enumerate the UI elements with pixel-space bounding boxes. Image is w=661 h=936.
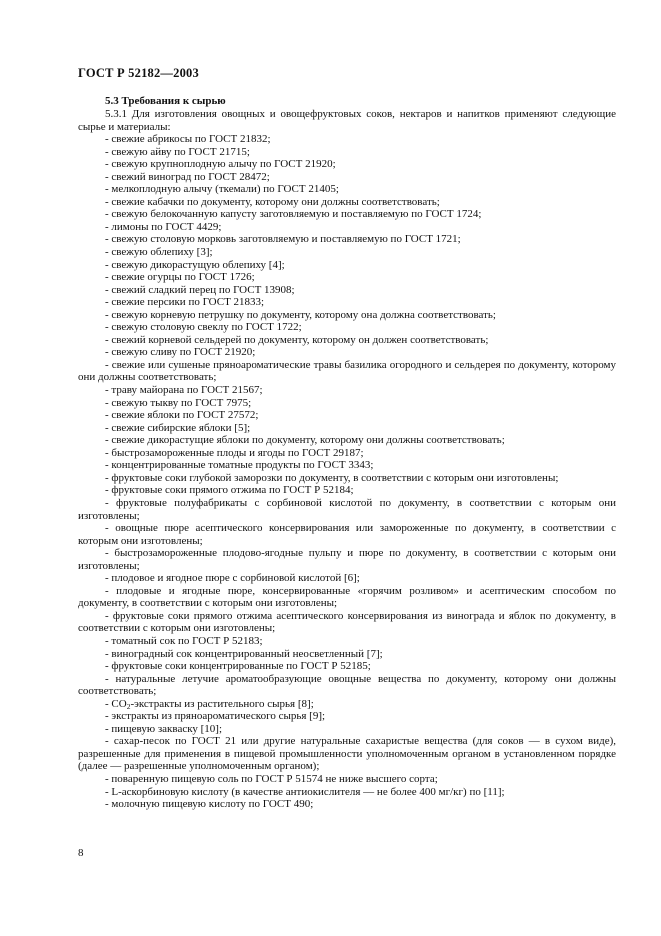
- list-item: - свежий виноград по ГОСТ 28472;: [105, 170, 270, 183]
- list-item: - свежую айву по ГОСТ 21715;: [105, 145, 250, 158]
- list-item: - концентрированные томатные продукты по ГОСТ 3343;: [105, 459, 374, 472]
- list-item: - свежие кабачки по документу, которому они должны соответствовать;: [105, 195, 440, 208]
- list-item: - свежую тыкву по ГОСТ 7975;: [105, 396, 252, 409]
- list-paragraph: - фруктовые соки глубокой заморозки по документу, в соответствии с которым они изготовлены;: [105, 471, 559, 484]
- section-title: 5.3 Требования к сырью: [105, 95, 226, 107]
- list-item: - траву майорана по ГОСТ 21567;: [105, 384, 263, 397]
- list-paragraph: - овощные пюре асептического консервирования или замороженные по документу, в соответствии с которым они изготовлены;: [78, 522, 616, 547]
- list-item: - L-аскорбиновую кислоту (в качестве антиокислителя — не более 400 мг/кг) по [11];: [105, 785, 505, 798]
- list-item: - поваренную пищевую соль по ГОСТ Р 51574 не ниже высшего сорта;: [105, 772, 438, 785]
- list-paragraph: - сахар-песок по ГОСТ 21 или другие натуральные сахаристые вещества (для соков — в сухом виде), разрешенные для применения в пищевой промышленности уполномоченным органом в установленном порядке (далее — разрешенные уполномоченным органом);: [78, 735, 616, 773]
- list-item: - экстракты из пряноароматического сырья [9];: [105, 710, 326, 723]
- intro-paragraph: 5.3.1 Для изготовления овощных и овощефруктовых соков, нектаров и напитков применяют следующие сырье и материалы:: [78, 108, 616, 133]
- list-paragraph: - фруктовые полуфабрикаты с сорбиновой кислотой по документу, в соответствии с которым они изготовлены;: [78, 496, 616, 522]
- list-item: - молочную пищевую кислоту по ГОСТ 490;: [105, 798, 314, 811]
- list-item: - свежую сливу по ГОСТ 21920;: [105, 346, 256, 359]
- page-number: 8: [78, 847, 84, 859]
- list-item: - свежую белокочанную капусту заготовляемую и поставляемую по ГОСТ 1724;: [105, 208, 482, 221]
- list-item: - плодовое и ягодное пюре с сорбиновой кислотой [6];: [105, 572, 360, 585]
- list-item: - свежий сладкий перец по ГОСТ 13908;: [105, 283, 295, 296]
- list-paragraph: - плодовые и ягодные пюре, консервированные «горячим розливом» и асептическим способом по документу, в соответствии с которым они изготовлены;: [78, 584, 616, 610]
- co2-subscript: 2: [126, 701, 131, 711]
- list-item: - свежие яблоки по ГОСТ 27572;: [105, 409, 259, 422]
- list-item: - томатный сок по ГОСТ Р 52183;: [105, 634, 263, 647]
- list-item: - свежую крупноплодную алычу по ГОСТ 21920;: [105, 158, 336, 171]
- list-paragraph: - натуральные летучие ароматообразующие овощные вещества по документу, которому они должны соответствовать;: [78, 672, 616, 698]
- list-item: - виноградный сок концентрированный неосветленный [7];: [105, 647, 383, 660]
- list-item: - мелкоплодную алычу (ткемали) по ГОСТ 21405;: [105, 183, 339, 196]
- list-item: - фруктовые соки прямого отжима по ГОСТ Р 52184;: [105, 484, 354, 497]
- list-item: - свежие персики по ГОСТ 21833;: [105, 296, 265, 309]
- list-item: - свежий корневой сельдерей по документу, которому он должен соответствовать;: [105, 333, 489, 346]
- list-item-co2: [78, 698, 616, 711]
- list-item: - лимоны по ГОСТ 4429;: [105, 220, 222, 233]
- list-item: - свежую облепиху [3];: [105, 246, 213, 259]
- co2-rest: -экстракты из растительного сырья [8];: [130, 697, 314, 710]
- list-item: - свежие дикорастущие яблоки по документу, которому они должны соответствовать;: [105, 434, 505, 447]
- list-paragraph: - быстрозамороженные плодово-ягодные пульпу и пюре по документу, в соответствии с которым они изготовлены;: [78, 547, 616, 572]
- list-paragraph: - фруктовые соки прямого отжима асептического консервирования из винограда и яблок по документу, в соответствии с которым они изготовлены;: [78, 609, 616, 635]
- list-item: - свежие огурцы по ГОСТ 1726;: [105, 271, 255, 284]
- list-item: - свежую дикорастущую облепиху [4];: [105, 258, 285, 271]
- standard-header: ГОСТ Р 52182—2003: [78, 66, 199, 80]
- co2-prefix: - CO: [105, 697, 127, 710]
- list-item: - свежую столовую морковь заготовляемую и поставляемую по ГОСТ 1721;: [105, 233, 461, 246]
- list-item: - свежую корневую петрушку по документу, которому она должна соответствовать;: [105, 308, 496, 321]
- list-item: - свежие абрикосы по ГОСТ 21832;: [105, 133, 271, 146]
- list-item: - свежие сибирские яблоки [5];: [105, 421, 251, 434]
- list-item: - пищевую закваску [10];: [105, 722, 223, 735]
- list-item: - фруктовые соки концентрированные по ГОСТ Р 52185;: [105, 660, 371, 673]
- list-item: - быстрозамороженные плоды и ягоды по ГОСТ 29187;: [105, 446, 364, 459]
- document-body: [78, 108, 616, 811]
- list-paragraph: - свежие или сушеные пряноароматические травы базилика огородного и сельдерея по документу, которому они должны соответствовать;: [78, 358, 616, 384]
- list-item: - свежую столовую свеклу по ГОСТ 1722;: [105, 321, 302, 334]
